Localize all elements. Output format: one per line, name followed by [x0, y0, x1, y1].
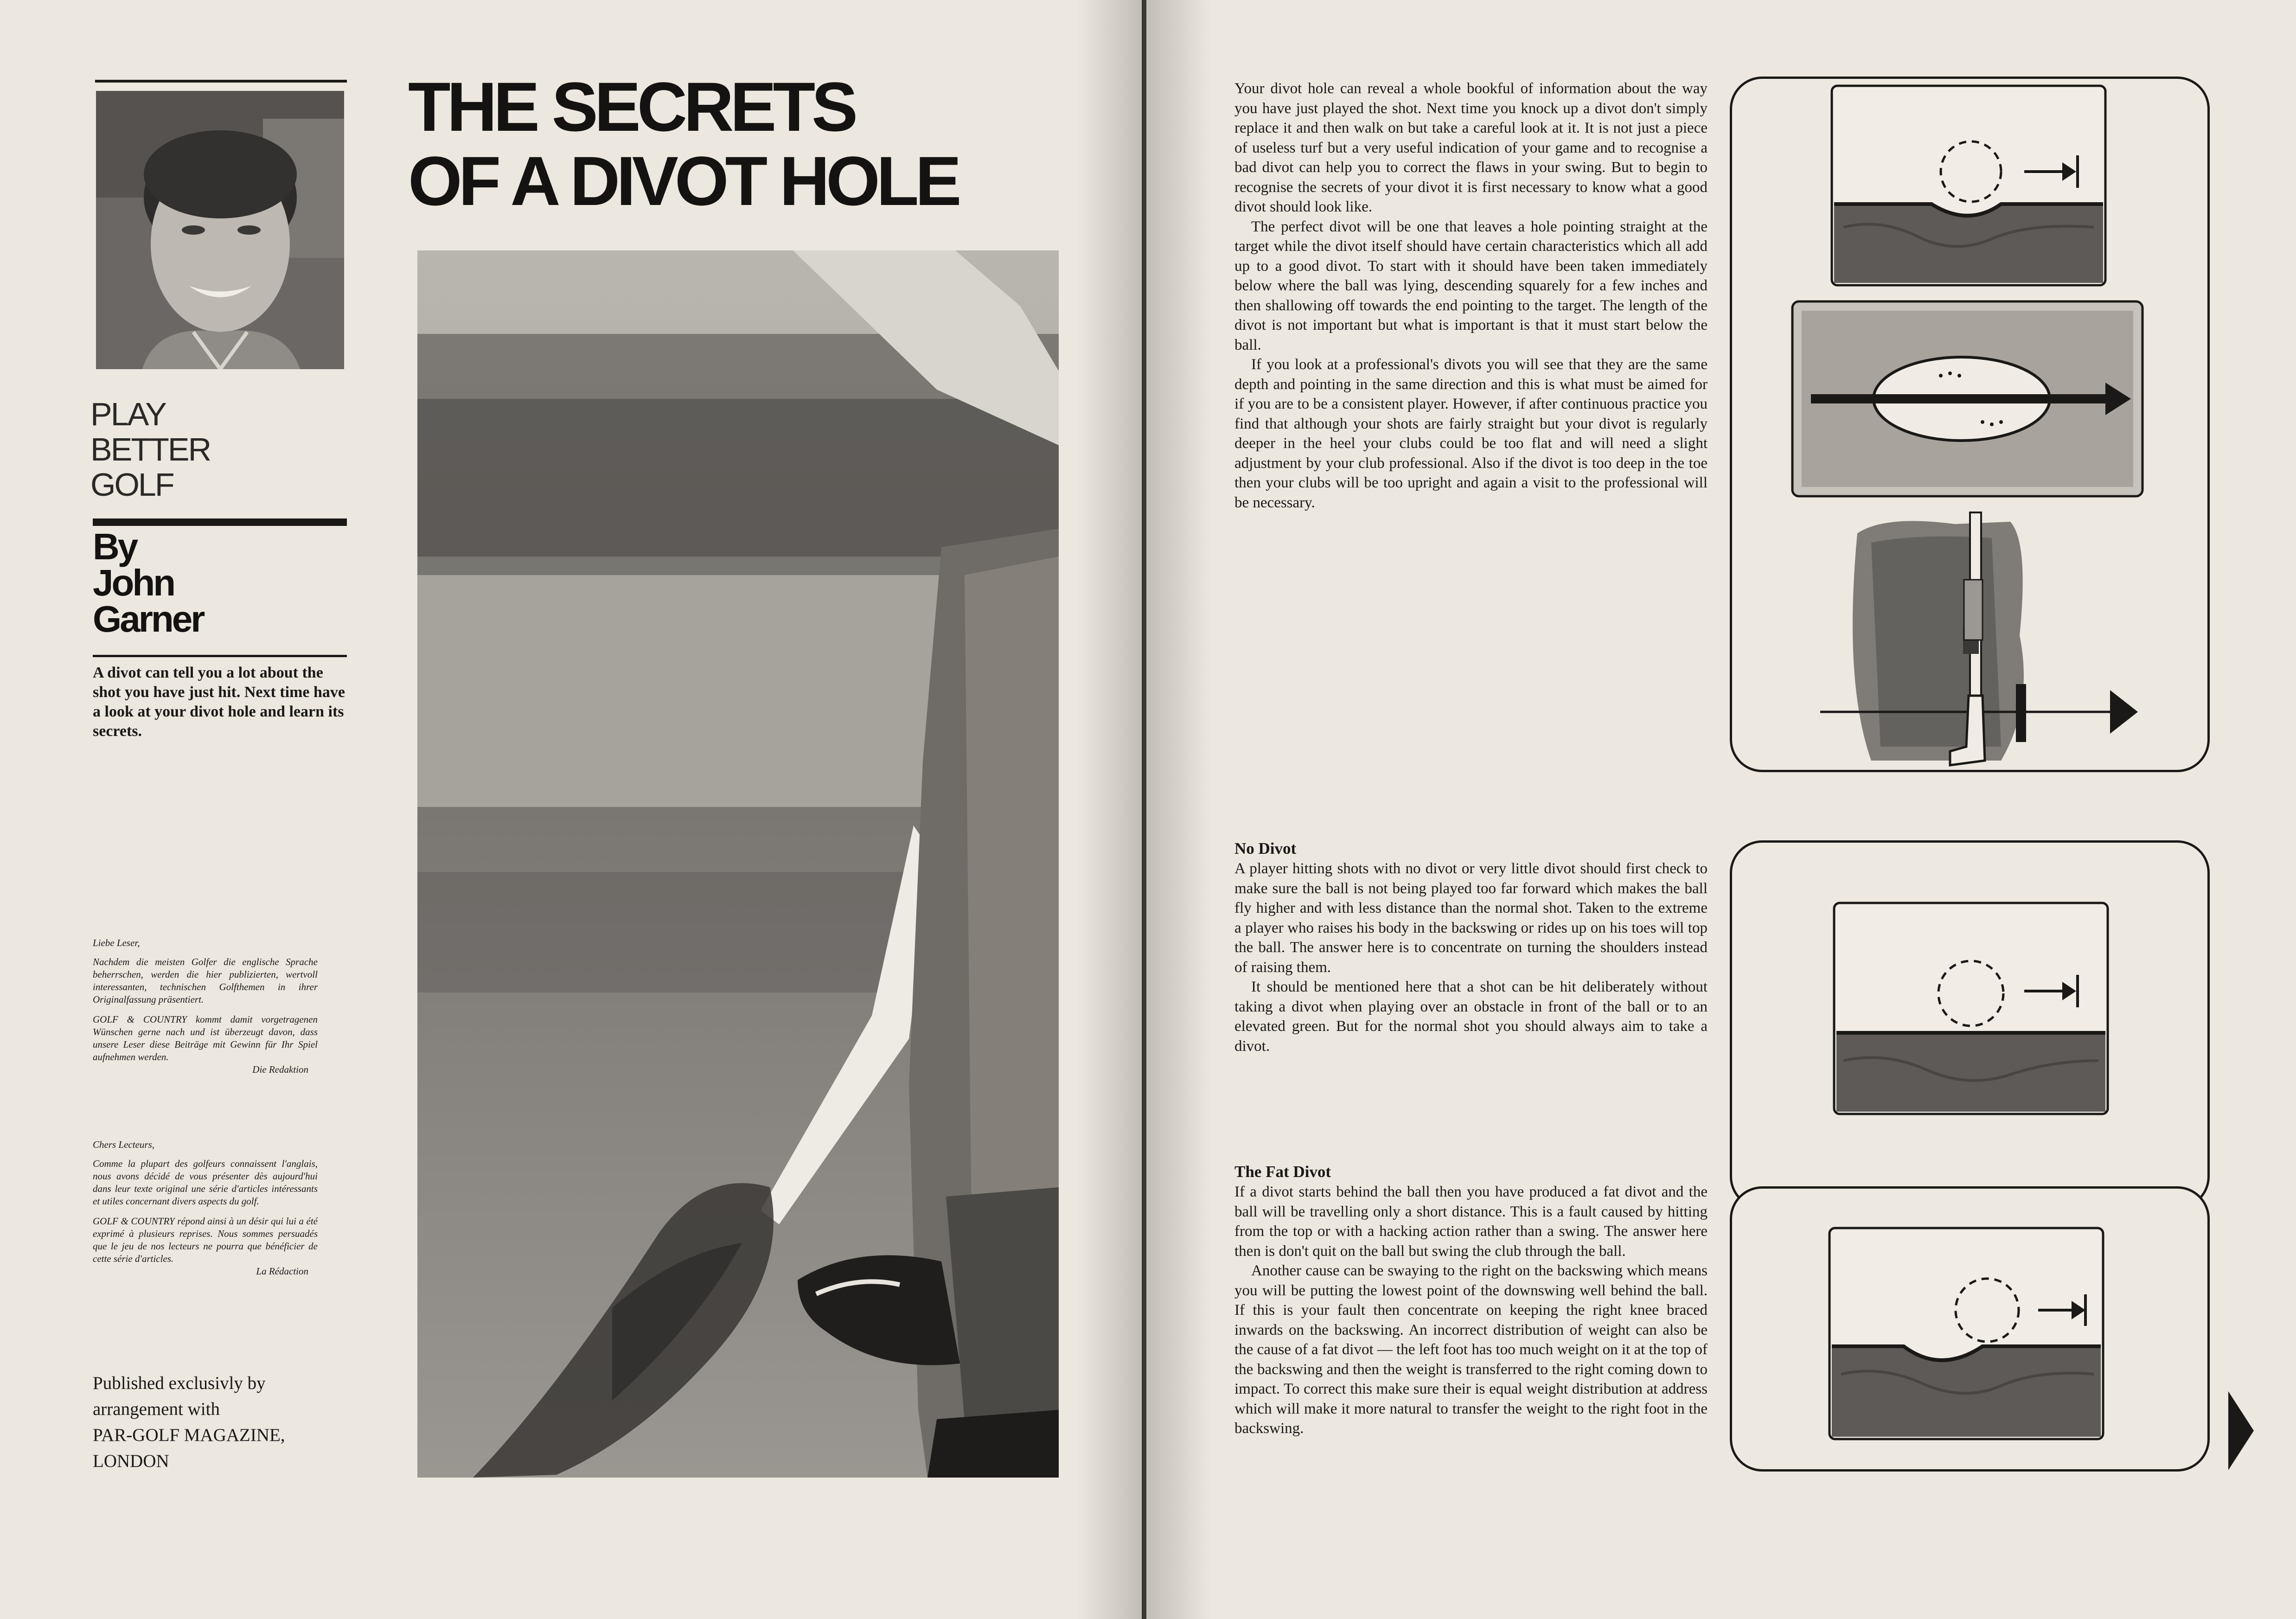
golfer-swing-photo: [417, 250, 1059, 1478]
gutter-shadow: [1077, 0, 1142, 1619]
series-line-1: PLAY: [90, 396, 166, 432]
intro-text-column: [1234, 79, 1708, 512]
body-paragraph-1: Your divot hole can reveal a whole bookful of information about the way you have just played the shot. Next time you knock up a divot don't simply replace it and then walk on but take a careful look at it. It is not just a piece of useless turf but a very useful indication of your game and to recognise a bad divot can help you to correct the flaws in your swing. But to begin to recognise the secrets of your divot it is first necessary to know what a good divot should look like.: [1234, 80, 1708, 215]
title-line-2: OF A DIVOT HOLE: [408, 142, 958, 220]
german-paragraph-1: Nachdem die meisten Golfer die englische Sprache beherrschen, werden die hier publizierten, wertvoll interessanten, technischen Golfthemen in ihrer Originalfassung präsentiert.: [93, 956, 318, 1005]
author-portrait: [96, 91, 344, 369]
byline-first-name: John: [93, 562, 174, 603]
credit-line-2: arrangement with: [93, 1399, 220, 1419]
german-paragraph-2: GOLF & COUNTRY kommt damit vorgetragenen Wünschen gerne nach und ist überzeugt davon, dass unsere Leser diese Beiträge mit Gewinn für Ihr Spiel aufnehmen werden.: [93, 1014, 318, 1062]
fat-divot-diagram: [1732, 1189, 2207, 1469]
no-divot-panel: [1730, 840, 2210, 1209]
series-line-3: GOLF: [90, 467, 173, 503]
body-paragraph-3: If you look at a professional's divots you will see that they are the same depth and pointing in the same direction and this is what must be aimed for if you are to be a consistent player. However, if after continuous practice you find that although your shots are fairly straight but your divot is regularly deeper in the heel your clubs could be too flat and will need a slight adjustment by your club professional. Also if the divot is too deep in the toe then your clubs will be too upright and again a visit to the professional will be necessary.: [1234, 356, 1708, 511]
swing-photo-image: [417, 250, 1059, 1478]
no-divot-section: [1234, 838, 1708, 1056]
title-line-1: THE SECRETS: [408, 68, 855, 146]
article-title: [408, 70, 1057, 218]
german-greeting: Liebe Leser,: [93, 937, 140, 948]
top-rule: [95, 80, 347, 83]
german-signature: Die Redaktion: [252, 1064, 308, 1075]
fat-divot-section: [1234, 1162, 1708, 1439]
credit-line-1: Published exclusivly by: [93, 1373, 266, 1393]
portrait-photo: [96, 91, 344, 369]
body-paragraph-2: The perfect divot will be one that leaves a hole pointing straight at the target while the divot itself should have certain characteristics which all add up to a good divot. To start with it should have been taken immediately below where the ball was lying, descending squarely for a few inches and then shallowing off towards the end pointing to the target. The length of the divot is not important but what is important is that it must start below the ball.: [1234, 218, 1708, 353]
byline: [93, 526, 204, 640]
credit-line-4: LONDON: [93, 1451, 169, 1471]
german-note: [93, 937, 318, 1083]
byline-rule: [93, 518, 347, 526]
byline-by: By: [93, 526, 137, 567]
standfirst: A divot can tell you a lot about the shot you have just hit. Next time have a look at your divot hole and learn its secrets.: [93, 664, 345, 740]
standfirst-rule: [93, 655, 347, 657]
no-divot-paragraph-1: A player hitting shots with no divot or very little divot should first check to make sure the ball is not being played too far forward which makes the ball fly higher and with less distance than the normal shot. Taken to the extreme a player who raises his body in the backswing or rides up on his toes will top the ball. The answer here is to concentrate on turning the shoulders instead of raising them.: [1234, 860, 1708, 976]
fat-divot-paragraph-1: If a divot starts behind the ball then you have produced a fat divot and the ball will be travelling only a short distance. This is a fault caused by hitting from the top or with a hacking action rather than a swing. The answer here then is don't quit on the ball but swing the club through the ball.: [1234, 1184, 1708, 1260]
byline-last-name: Garner: [93, 598, 204, 640]
gutter-shadow-right: [1146, 0, 1211, 1619]
fat-divot-heading: The Fat Divot: [1234, 1163, 1331, 1181]
no-divot-diagram: [1732, 843, 2207, 1207]
series-line-2: BETTER: [90, 431, 211, 467]
french-paragraph-2: GOLF & COUNTRY répond ainsi à un désir qui lui a été exprimé à plusieurs reprises. Nous sommes persuadés que le jeu de nos lecteurs ne pourra que bénéficier de cette série d'articles.: [93, 1216, 318, 1264]
left-page: [0, 0, 1142, 1619]
fat-divot-paragraph-2: Another cause can be swaying to the right on the backswing which means you will be putting the lowest point of the downswing well behind the ball. If this is your fault then concentrate on keeping the right knee braced inwards on the backswing. An incorrect distribution of weight can also be the cause of a fat divot — the left foot has too much weight on it at the top of the backswing and then the weight is transferred to the right coming down to impact. To correct this make sure their is equal weight distribution at address which will make it more natural to transfer the weight to the right foot in the backswing.: [1234, 1262, 1708, 1437]
credit-line-3: PAR-GOLF MAGAZINE,: [93, 1425, 285, 1445]
publication-credit: [93, 1370, 352, 1474]
french-paragraph-1: Comme la plupart des golfeurs connaissent l'anglais, nous avons décidé de vous présenter dès aujourd'hui dans leur texte original une série d'articles intéressants et utiles concernant divers aspects du golf.: [93, 1158, 318, 1207]
french-note: [93, 1139, 318, 1285]
french-greeting: Chers Lecteurs,: [93, 1139, 154, 1150]
fat-divot-panel: [1730, 1186, 2210, 1472]
no-divot-heading: No Divot: [1234, 839, 1297, 857]
series-label: [90, 397, 210, 502]
no-divot-paragraph-2: It should be mentioned here that a shot can be hit deliberately without taking a divot when playing over an obstacle in front of the ball or to an elevated green. But for the normal shot you should always aim to take a divot.: [1234, 979, 1708, 1055]
french-signature: La Rédaction: [256, 1266, 308, 1277]
triangle-right-icon: [2228, 1391, 2256, 1472]
good-divot-panel: [1730, 77, 2210, 772]
good-divot-diagrams: [1732, 79, 2207, 770]
